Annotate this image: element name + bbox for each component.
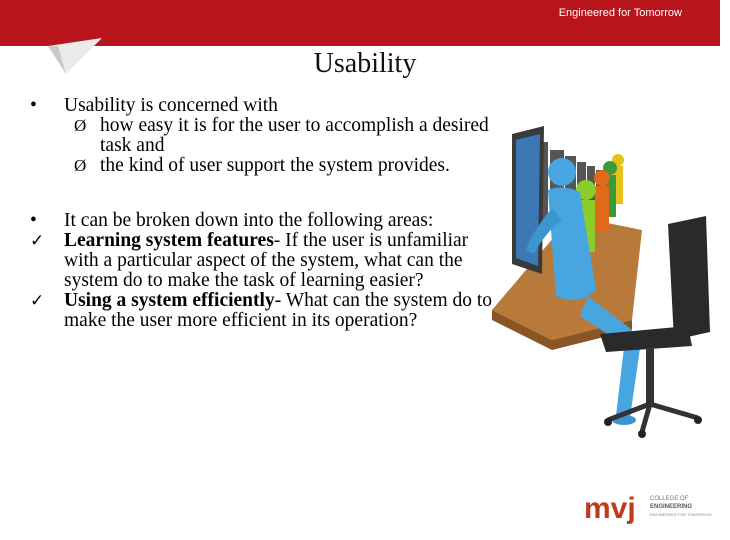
logo-line3: ENGINEERED FOR TOMORROW — [650, 512, 712, 517]
bullet-text: Usability is concerned with — [64, 95, 278, 116]
check-item-text: - If the user is unfamiliar with a particular aspect of the system, what can the system do to make the task of learning easier? — [64, 230, 469, 291]
arrow-bullet-icon: Ø — [74, 156, 87, 175]
logo-wordmark: mvj — [584, 492, 636, 525]
bullet-marker: • — [30, 95, 37, 116]
header-tagline: Engineered for Tomorrow — [558, 7, 682, 19]
check-item-text: - What can the system do to make the user more efficient in its operation? — [64, 290, 493, 331]
sub-bullet-text: how easy it is for the user to accomplish a desired task and — [100, 115, 489, 156]
slide-title: Usability — [313, 48, 417, 79]
check-item — [30, 291, 500, 331]
bullet-text: It can be broken down into the following areas: — [64, 210, 434, 231]
bullet-item — [30, 96, 500, 116]
bullet-item — [30, 211, 500, 231]
logo-line1: COLLEGE OF — [650, 496, 689, 502]
computer-lab-illustration — [492, 120, 720, 460]
check-item — [30, 231, 500, 291]
sub-bullet-item — [30, 156, 500, 176]
sub-bullet-text: the kind of user support the system provides. — [100, 155, 450, 176]
checkmark-icon: ✓ — [30, 231, 45, 251]
slide-body — [30, 96, 500, 331]
checkmark-icon: ✓ — [30, 291, 45, 311]
bullet-marker: • — [30, 210, 37, 231]
check-item-heading: Learning system features — [64, 230, 274, 251]
arrow-bullet-icon: Ø — [74, 116, 87, 135]
sub-bullet-item — [30, 116, 500, 156]
mvj-college-logo — [584, 488, 712, 528]
check-item-heading: Using a system efficiently — [64, 290, 275, 311]
logo-line2: ENGINEERING — [650, 504, 693, 510]
